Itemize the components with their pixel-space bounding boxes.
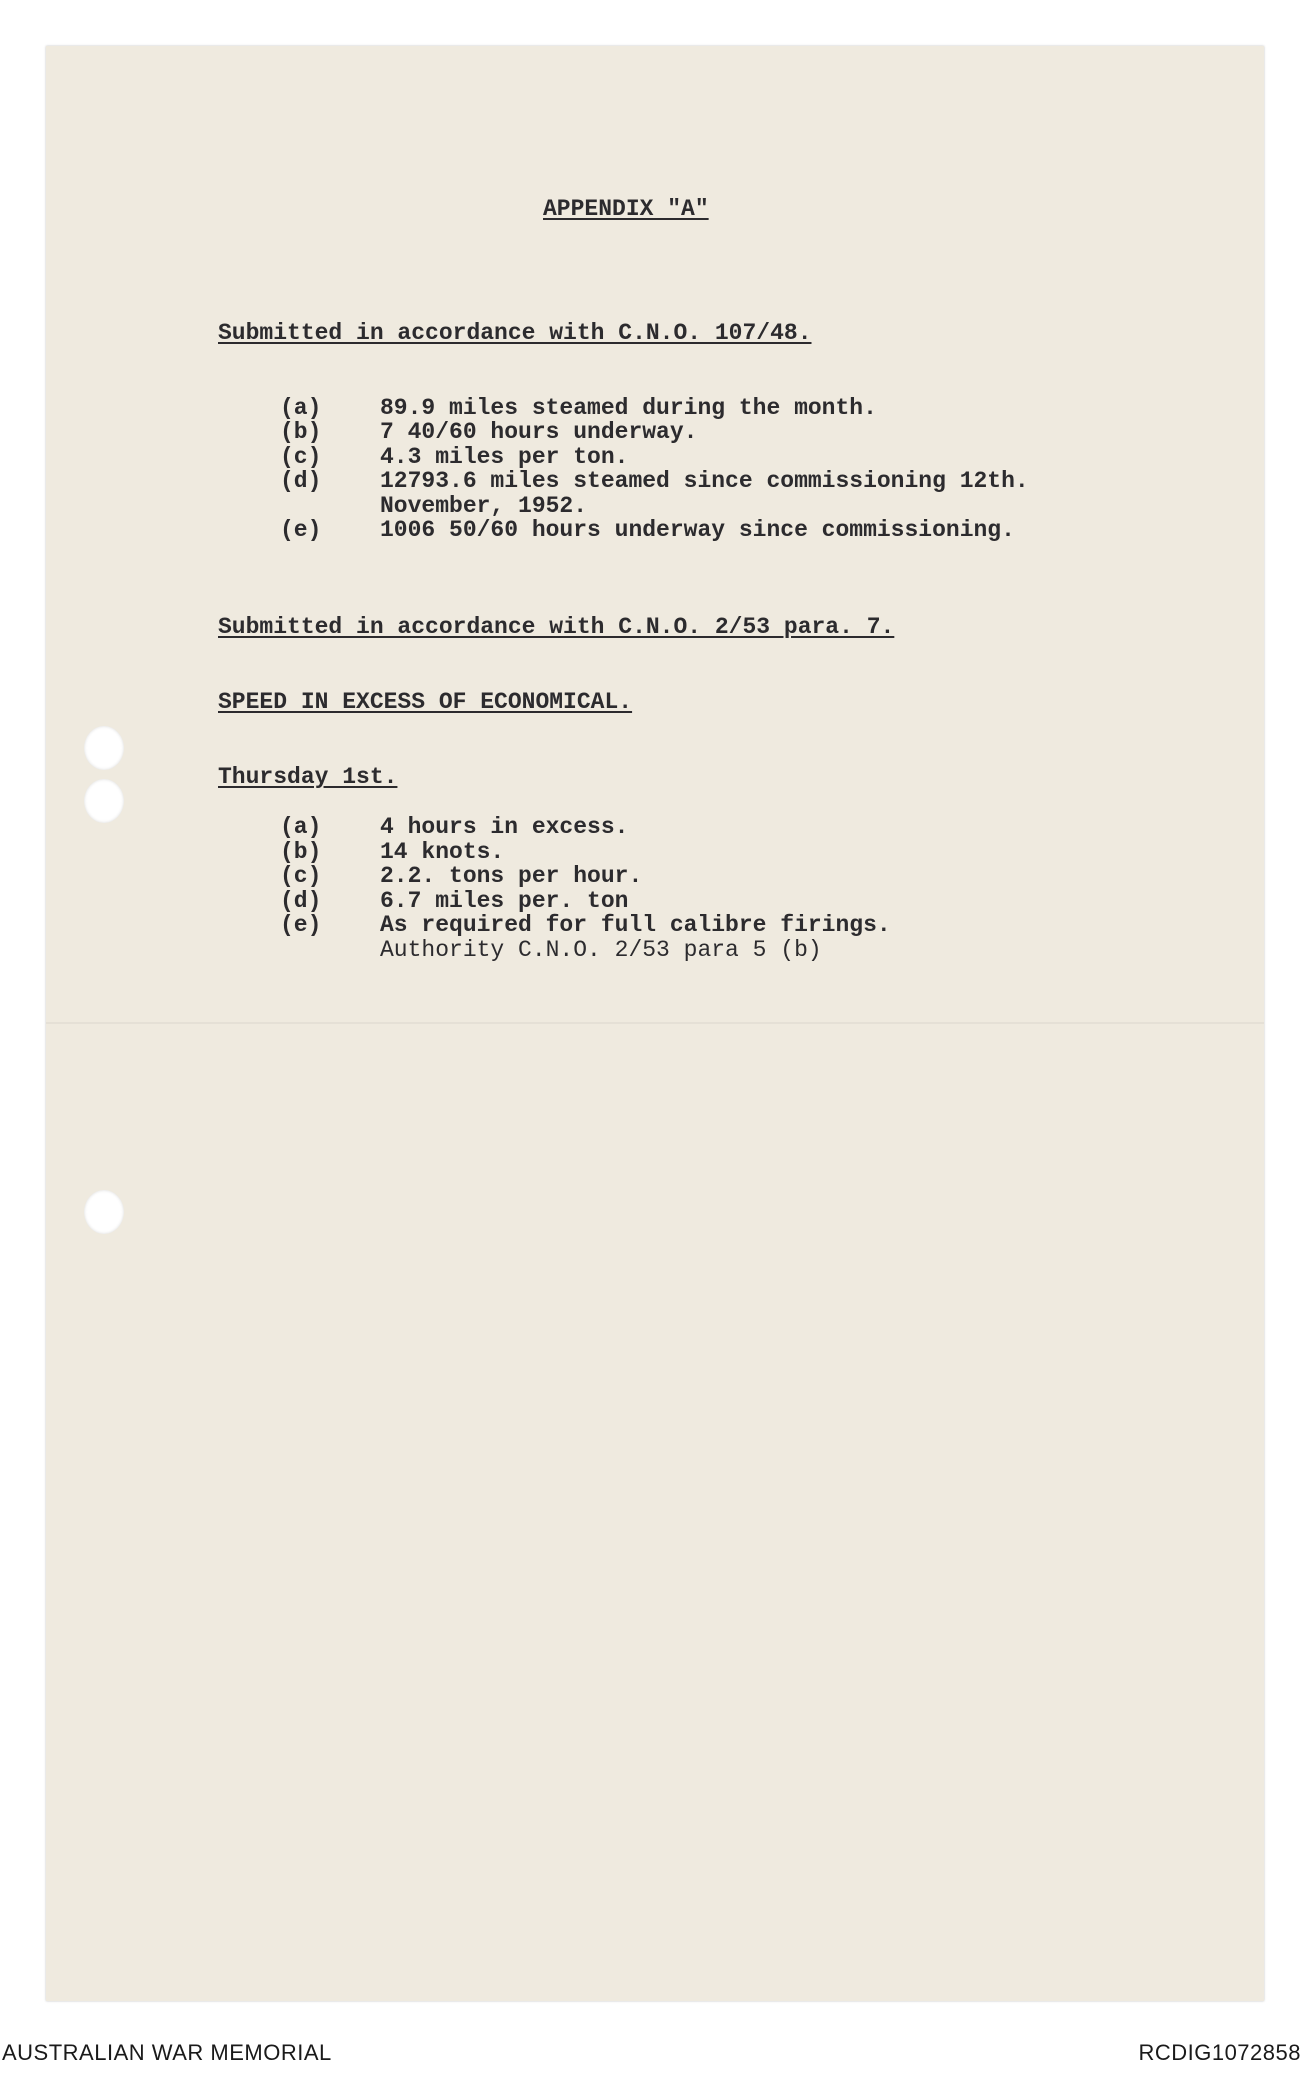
- footer-source: AUSTRALIAN WAR MEMORIAL: [2, 2040, 332, 2065]
- item-letter: (b): [280, 839, 322, 865]
- punch-hole: [84, 726, 124, 770]
- section-heading: Submitted in accordance with C.N.O. 2/53 para. 7.: [218, 614, 895, 640]
- item-text: 89.9 miles steamed during the month.: [380, 395, 877, 421]
- item-text-continued: November, 1952.: [380, 493, 588, 519]
- item-text: 12793.6 miles steamed since commissioning 12th.: [380, 468, 1029, 494]
- item-text: 6.7 miles per. ton: [380, 888, 629, 914]
- item-text: 14 knots.: [380, 839, 505, 865]
- item-text: 4 hours in excess.: [380, 814, 629, 840]
- item-text: 2.2. tons per hour.: [380, 863, 643, 889]
- item-letter: (a): [280, 395, 322, 421]
- item-text: 1006 50/60 hours underway since commissioning.: [380, 517, 1015, 543]
- fold-line: [46, 1022, 1264, 1024]
- item-text: 7 40/60 hours underway.: [380, 419, 698, 445]
- item-text-continued: Authority C.N.O. 2/53 para 5 (b): [380, 937, 822, 963]
- section-heading: Submitted in accordance with C.N.O. 107/48.: [218, 320, 812, 346]
- item-letter: (e): [280, 517, 322, 543]
- punch-hole: [84, 1190, 124, 1234]
- item-letter: (e): [280, 912, 322, 938]
- punch-hole: [84, 779, 124, 823]
- section-heading: SPEED IN EXCESS OF ECONOMICAL.: [218, 689, 633, 715]
- section-heading: Thursday 1st.: [218, 764, 398, 790]
- item-text: As required for full calibre firings.: [380, 912, 891, 938]
- item-letter: (a): [280, 814, 322, 840]
- item-letter: (c): [280, 863, 322, 889]
- item-text: 4.3 miles per ton.: [380, 444, 629, 470]
- item-letter: (d): [280, 888, 322, 914]
- appendix-title: APPENDIX "A": [543, 196, 709, 222]
- footer-id: RCDIG1072858: [1138, 2040, 1301, 2065]
- item-letter: (c): [280, 444, 322, 470]
- item-letter: (b): [280, 419, 322, 445]
- item-letter: (d): [280, 468, 322, 494]
